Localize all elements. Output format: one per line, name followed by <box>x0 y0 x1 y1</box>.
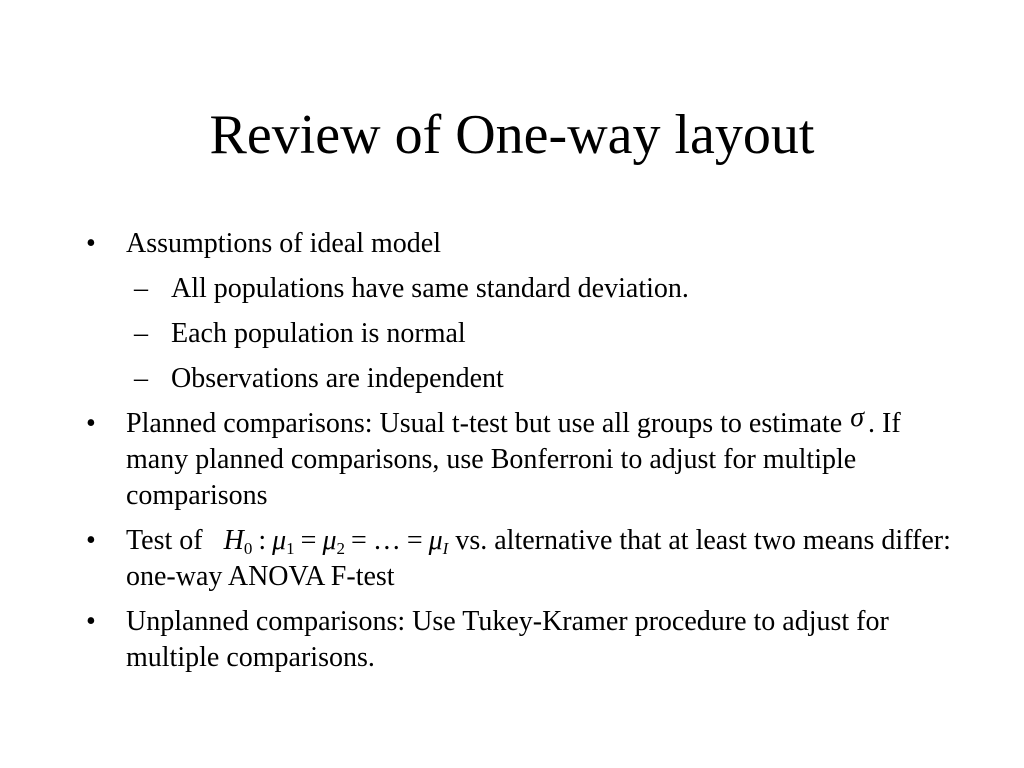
bullet-text: Test of <box>126 525 203 556</box>
formula-mu: μ <box>322 525 337 556</box>
formula-colon: : <box>258 525 267 556</box>
formula-sub: I <box>442 539 449 558</box>
bullet-list <box>86 226 966 676</box>
bullet-text: Assumptions of ideal model <box>126 228 441 259</box>
formula-h: H <box>223 525 244 556</box>
formula-ellipsis: … <box>372 525 401 556</box>
bullet-text: Planned comparisons: Usual t-test but use all groups to estimate <box>126 408 843 439</box>
bullet-marker: • <box>86 408 96 439</box>
dash-marker: – <box>134 363 148 394</box>
dash-marker: – <box>134 273 148 304</box>
bullet-marker: • <box>86 228 96 259</box>
formula-sub: 1 <box>286 539 295 558</box>
sub-bullet-item <box>86 316 966 352</box>
slide-title: Review of One-way layout <box>209 104 815 166</box>
bullet-item-unplanned-comparisons <box>86 604 966 676</box>
sub-bullet-text: All populations have same standard deviation. <box>171 273 689 304</box>
bullet-item-assumptions <box>86 226 966 262</box>
sub-bullet-text: Observations are independent <box>171 363 504 394</box>
formula-mu: μ <box>428 525 443 556</box>
formula-equals: = <box>351 525 367 556</box>
sub-bullet-item <box>86 361 966 397</box>
bullet-item-test <box>86 523 966 595</box>
bullet-marker: • <box>86 606 96 637</box>
formula-sub: 0 <box>243 539 253 558</box>
sub-bullet-item <box>86 271 966 307</box>
sigma-symbol: σ <box>850 402 865 433</box>
dash-marker: – <box>134 318 148 349</box>
bullet-text: Unplanned comparisons: Use Tukey-Kramer procedure to adjust for multiple comparisons. <box>126 606 889 673</box>
null-hypothesis-formula <box>224 525 449 556</box>
sub-bullet-text: Each population is normal <box>171 318 466 349</box>
bullet-text-continued: vs. alternative that at least two means differ: one-way ANOVA F-test <box>126 525 951 592</box>
formula-equals: = <box>406 525 423 556</box>
bullet-text-continued: . If many planned comparisons, use Bonferroni to adjust for multiple comparisons <box>126 408 901 511</box>
formula-mu: μ <box>272 525 287 556</box>
formula-equals: = <box>300 525 317 556</box>
bullet-marker: • <box>86 525 96 556</box>
formula-sub: 2 <box>336 539 346 558</box>
bullet-item-planned-comparisons <box>86 402 966 514</box>
